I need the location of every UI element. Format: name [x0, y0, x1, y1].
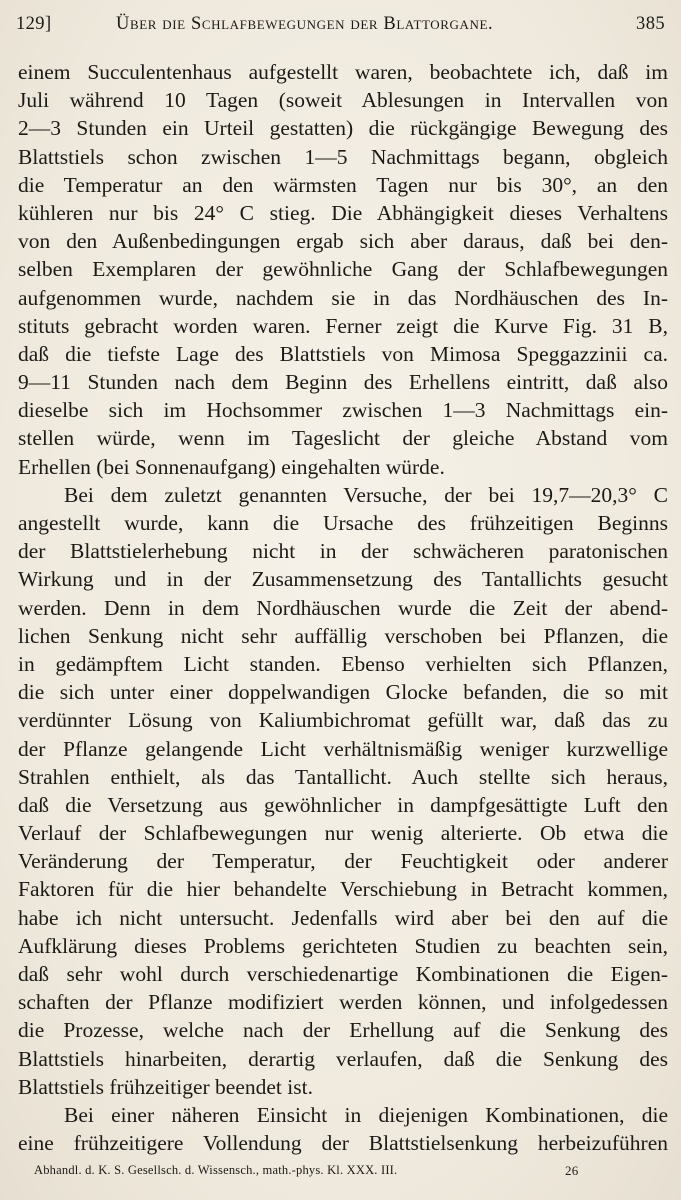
text-line: die Prozesse, welche nach der Erhellung auf die Senkung des [18, 1018, 668, 1043]
text-line: die Temperatur an den wärmsten Tagen nur bis 30°, an den [18, 172, 668, 197]
text-line: eine frühzeitigere Vollendung der Blattstielsenkung herbeizuführen [18, 1131, 668, 1156]
footer-citation: Abhandl. d. K. S. Gesellsch. d. Wissensch., math.-phys. Kl. XXX. III. [34, 1163, 398, 1177]
text-line: von den Außenbedingungen ergab sich aber daraus, daß bei den- [18, 229, 668, 254]
text-line: 9—11 Stunden nach dem Beginn des Erhellens eintritt, daß also [18, 370, 668, 395]
text-line: aufgenommen wurde, nachdem sie in das Nordhäuschen des In- [18, 285, 668, 310]
text-line: werden. Denn in dem Nordhäuschen wurde die Zeit der abend- [18, 595, 668, 620]
text-line: selben Exemplaren der gewöhnliche Gang der Schlafbewegungen [18, 257, 668, 282]
text-line: daß die Versetzung aus gewöhnlicher in dampfgesättigte Luft den [18, 792, 668, 817]
text-line: Aufklärung dieses Problems gerichteten Studien zu beachten sein, [18, 933, 668, 958]
text-line: stellen würde, wenn im Tageslicht der gleiche Abstand vom [18, 426, 668, 451]
text-line: verdünnter Lösung von Kaliumbichromat gefüllt war, daß das zu [18, 708, 668, 733]
text-line: kühleren nur bis 24° C stieg. Die Abhängigkeit dieses Verhaltens [18, 200, 668, 225]
text-line: habe ich nicht untersucht. Jedenfalls wird aber bei den auf die [18, 905, 668, 930]
text-line: daß die tiefste Lage des Blattstiels von Mimosa Speggazzinii ca. [18, 341, 668, 366]
text-line: lichen Senkung nicht sehr auffällig verschoben bei Pflanzen, die [18, 623, 668, 648]
text-line: Erhellen (bei Sonnenaufgang) eingehalten würde. [18, 454, 445, 479]
text-line: der Pflanze gelangende Licht verhältnismäßig weniger kurzwellige [18, 736, 668, 761]
text-line: Verlauf der Schlafbewegungen nur wenig alterierte. Ob etwa die [18, 821, 668, 846]
header-page-section: 129] [16, 14, 52, 34]
text-line: Blattstiels frühzeitiger beendet ist. [18, 1074, 313, 1099]
body-text [18, 58, 668, 1157]
page-footer [34, 1163, 644, 1185]
text-line: Bei einer näheren Einsicht in diejenigen Kombinationen, die [64, 1102, 668, 1127]
text-line: daß sehr wohl durch verschiedenartige Kombinationen die Eigen- [18, 962, 668, 986]
text-line: angestellt wurde, kann die Ursache des frühzeitigen Beginns [18, 511, 668, 535]
text-line: stituts gebracht worden waren. Ferner zeigt die Kurve Fig. 31 B, [18, 313, 668, 338]
text-line: in gedämpftem Licht standen. Ebenso verhielten sich Pflanzen, [18, 651, 668, 676]
text-line: Blattstiels schon zwischen 1—5 Nachmittags begann, obgleich [18, 144, 668, 169]
text-line: dieselbe sich im Hochsommer zwischen 1—3 Nachmittags ein- [18, 398, 668, 423]
footer-signature: 26 [565, 1163, 579, 1178]
running-header [16, 14, 665, 44]
text-line: Strahlen enthielt, als das Tantallicht. Auch stellte sich heraus, [18, 764, 668, 789]
text-line: einem Succulentenhaus aufgestellt waren, beobachtete ich, daß im [18, 60, 668, 84]
header-running-title: Über die Schlafbewegungen der Blattorgane. [116, 14, 494, 34]
text-line: Juli während 10 Tagen (soweit Ablesungen in Intervallen von [18, 88, 668, 113]
text-line: schaften der Pflanze modifiziert werden können, und infolgedessen [18, 990, 668, 1015]
text-line: der Blattstielerhebung nicht in der schwächeren paratonischen [18, 539, 668, 564]
text-line: Faktoren für die hier behandelte Verschiebung in Betracht kommen, [18, 877, 668, 902]
text-line: Bei dem zuletzt genannten Versuche, der bei 19,7—20,3° C [64, 482, 668, 507]
text-line: die sich unter einer doppelwandigen Glocke befanden, die so mit [18, 680, 668, 705]
header-page-number: 385 [636, 14, 665, 34]
text-line: 2—3 Stunden ein Urteil gestatten) die rückgängige Bewegung des [18, 116, 668, 141]
text-line: Wirkung und in der Zusammensetzung des Tantallichts gesucht [18, 567, 668, 592]
text-line: Blattstiels hinarbeiten, derartig verlaufen, daß die Senkung des [18, 1046, 668, 1071]
text-line: Veränderung der Temperatur, der Feuchtigkeit oder anderer [18, 849, 668, 874]
